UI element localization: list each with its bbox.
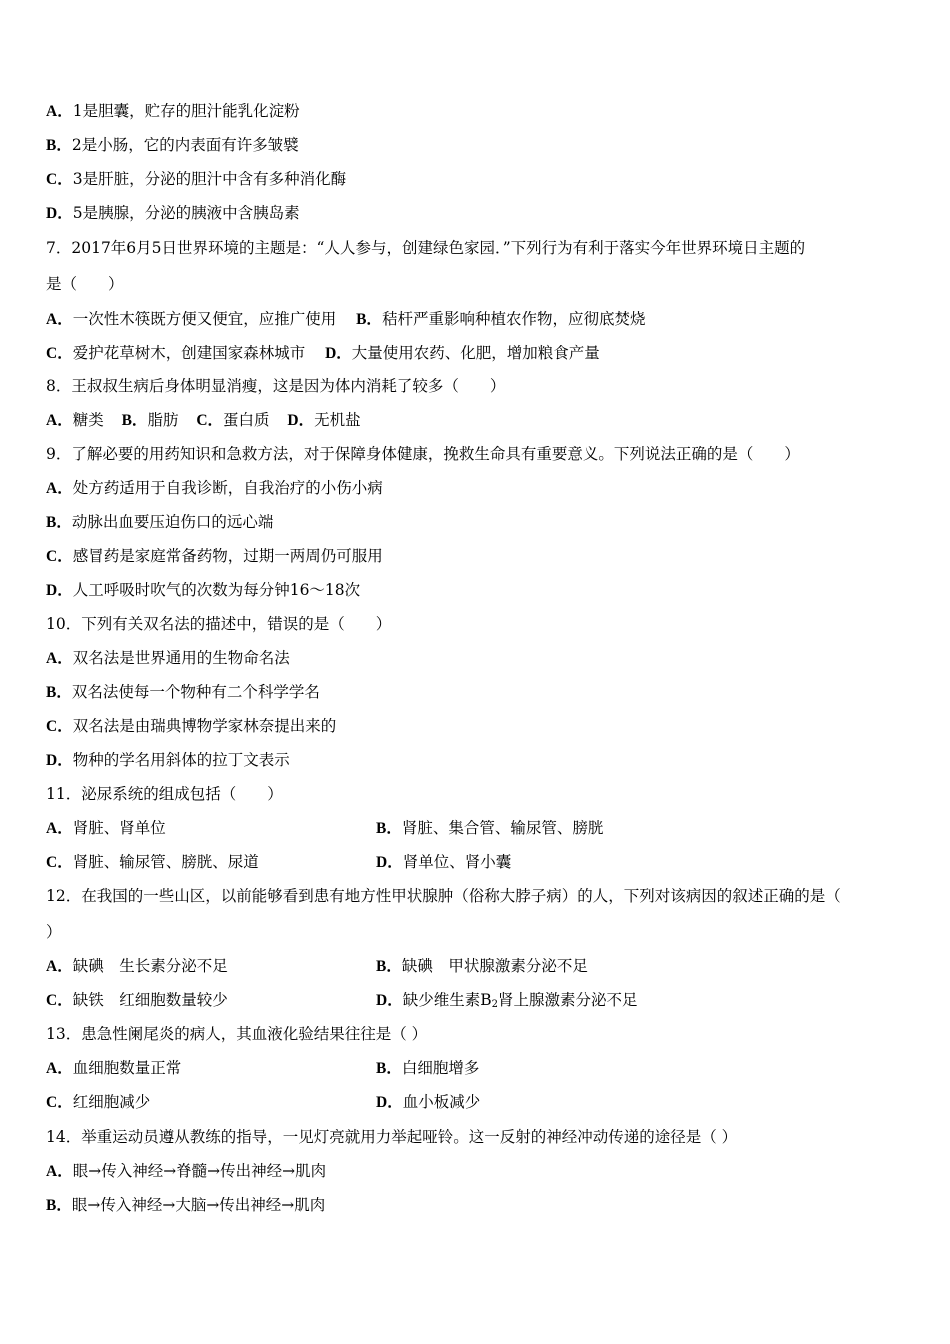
q10-stem: 10．下列有关双名法的描述中，错误的是（ ） — [46, 615, 392, 633]
option-text: 红细胞减少 — [72, 1093, 151, 1111]
option-letter: A． — [46, 412, 73, 429]
q12-option-b — [376, 955, 588, 978]
option-letter: B． — [376, 820, 402, 837]
q12-option-a — [46, 957, 228, 975]
q7-stem-line2: 是（ ） — [46, 275, 124, 293]
q14-option-a — [46, 1160, 326, 1183]
option-text: 脂肪 — [147, 411, 179, 429]
option-text: 无机盐 — [314, 411, 361, 429]
option-text: 大量使用农药、化肥，增加粮食产量 — [351, 344, 600, 362]
option-letter: C． — [196, 412, 224, 429]
q13-option-d — [376, 1091, 480, 1114]
q10-option-c — [46, 715, 336, 738]
option-text: 白细胞增多 — [401, 1059, 480, 1077]
option-text: 动脉出血要压迫伤口的远心端 — [71, 513, 274, 531]
option-text: 5是胰腺，分泌的胰液中含胰岛素 — [72, 204, 300, 222]
option-text: 血细胞数量正常 — [72, 1059, 182, 1077]
q13-options-row1 — [46, 1057, 906, 1080]
option-text: 双名法使每一个物种有二个科学学名 — [71, 683, 320, 701]
q12-options-row1 — [46, 955, 906, 978]
option-letter: D． — [376, 854, 403, 871]
option-letter: C． — [46, 854, 73, 871]
q10-option-a — [46, 647, 290, 670]
option-letter: B． — [46, 684, 72, 701]
q13-stem: 13．患急性阑尾炎的病人，其血液化验结果往往是（ ） — [46, 1025, 428, 1043]
option-text: 肾单位、肾小囊 — [402, 853, 512, 871]
option-text: 缺铁 红细胞数量较少 — [72, 991, 228, 1009]
option-letter: D． — [46, 752, 73, 769]
option-text: 双名法是世界通用的生物命名法 — [72, 649, 290, 667]
q12-options-row2 — [46, 989, 906, 1012]
q11-options-row2 — [46, 851, 906, 874]
option-letter: D． — [287, 412, 315, 429]
q11-option-d — [376, 851, 511, 874]
option-text: 双名法是由瑞典博物学家林奈提出来的 — [72, 717, 337, 735]
q7-options-row1 — [46, 308, 645, 331]
q9-option-d — [46, 579, 360, 602]
option-letter: D． — [46, 582, 73, 599]
option-text: 糖类 — [72, 411, 104, 429]
option-letter: B． — [376, 958, 402, 975]
option-text: 眼→传入神经→大脑→传出神经→肌肉 — [71, 1196, 326, 1214]
q8-options — [46, 409, 361, 432]
q13-option-c — [46, 1093, 150, 1111]
option-letter: D． — [325, 345, 352, 362]
option-text-pre: 缺少维生素B — [402, 991, 492, 1009]
option-letter: B． — [46, 1197, 72, 1214]
option-letter: A． — [46, 1163, 73, 1180]
q13-option-a — [46, 1059, 181, 1077]
option-letter: B． — [376, 1060, 402, 1077]
q9-stem: 9．了解必要的用药知识和急救方法，对于保障身体健康，挽救生命具有重要意义。下列说法正确的是（ ） — [46, 445, 800, 463]
q13-option-b — [376, 1057, 479, 1080]
option-letter: D． — [376, 992, 403, 1009]
q12-option-d — [376, 989, 638, 1016]
option-text: 处方药适用于自我诊断，自我治疗的小伤小病 — [72, 479, 383, 497]
q6-option-c — [46, 168, 346, 191]
q12-option-c — [46, 991, 228, 1009]
option-text: 肾脏、输尿管、膀胱、尿道 — [72, 853, 259, 871]
option-letter: A． — [46, 480, 73, 497]
q10-option-d — [46, 749, 290, 772]
option-letter: B． — [46, 514, 72, 531]
option-text: 人工呼吸时吹气的次数为每分钟16～18次 — [72, 581, 361, 599]
option-letter: A． — [46, 650, 73, 667]
q11-options-row1 — [46, 817, 906, 840]
option-text: 2是小肠，它的内表面有许多皱襞 — [71, 136, 299, 154]
q14-stem: 14．举重运动员遵从教练的指导，一见灯亮就用力举起哑铃。这一反射的神经冲动传递的途径是（ ） — [46, 1128, 738, 1146]
option-text: 缺碘 甲状腺激素分泌不足 — [401, 957, 588, 975]
option-text: 蛋白质 — [223, 411, 270, 429]
q6-option-d — [46, 202, 300, 225]
option-text: 物种的学名用斜体的拉丁文表示 — [72, 751, 290, 769]
option-text: 肾脏、集合管、输尿管、膀胱 — [401, 819, 604, 837]
option-text: 爱护花草树木，创建国家森林城市 — [72, 344, 306, 362]
option-letter: B． — [121, 412, 148, 429]
option-text: 1是胆囊，贮存的胆汁能乳化淀粉 — [72, 102, 300, 120]
option-text: 感冒药是家庭常备药物，过期一两周仍可服用 — [72, 547, 383, 565]
option-letter: C． — [46, 992, 73, 1009]
q9-option-c — [46, 545, 383, 568]
option-letter: A． — [46, 311, 73, 328]
option-text: 眼→传入神经→脊髓→传出神经→肌肉 — [72, 1162, 327, 1180]
q11-option-a — [46, 819, 166, 837]
q6-option-a — [46, 100, 300, 123]
option-text: 肾脏、肾单位 — [72, 819, 166, 837]
q8-stem: 8．王叔叔生病后身体明显消瘦，这是因为体内消耗了较多（ ） — [46, 377, 506, 395]
q10-option-b — [46, 681, 320, 704]
q12-stem-line1: 12．在我国的一些山区，以前能够看到患有地方性甲状腺肿（俗称大脖子病）的人，下列对该病因的叙述正确的是（ — [46, 887, 841, 905]
option-text: 一次性木筷既方便又便宜，应推广使用 — [72, 310, 337, 328]
q11-option-b — [376, 817, 603, 840]
option-text: 缺碘 生长素分泌不足 — [72, 957, 228, 975]
option-text-post: 肾上腺激素分泌不足 — [497, 991, 638, 1009]
q12-stem-line2: ） — [46, 923, 62, 941]
q14-option-b — [46, 1194, 325, 1217]
q7-stem-line1: 7．2017年6月5日世界环境的主题是：“人人参与，创建绿色家园．”下列行为有利于落实今年世界环境日主题的 — [46, 239, 806, 257]
option-letter: D． — [376, 1094, 403, 1111]
q11-stem: 11．泌尿系统的组成包括（ ） — [46, 785, 283, 803]
option-text: 秸杆严重影响种植农作物，应彻底焚烧 — [381, 310, 646, 328]
option-letter: A． — [46, 103, 73, 120]
option-letter: C． — [46, 718, 73, 735]
option-letter: C． — [46, 345, 73, 362]
option-letter: A． — [46, 1060, 73, 1077]
option-letter: C． — [46, 1094, 73, 1111]
q7-options-row2 — [46, 342, 600, 365]
option-letter: B． — [46, 137, 72, 154]
option-letter: C． — [46, 171, 73, 188]
q9-option-a — [46, 477, 383, 500]
subscript: 2 — [491, 999, 498, 1010]
q6-option-b — [46, 134, 299, 157]
option-letter: B． — [356, 311, 382, 328]
option-letter: A． — [46, 958, 73, 975]
option-text: 血小板减少 — [402, 1093, 481, 1111]
option-letter: D． — [46, 205, 73, 222]
option-letter: C． — [46, 548, 73, 565]
q13-options-row2 — [46, 1091, 906, 1114]
q11-option-c — [46, 853, 259, 871]
option-letter: A． — [46, 820, 73, 837]
option-text: 3是肝脏，分泌的胆汁中含有多种消化酶 — [72, 170, 347, 188]
q9-option-b — [46, 511, 273, 534]
